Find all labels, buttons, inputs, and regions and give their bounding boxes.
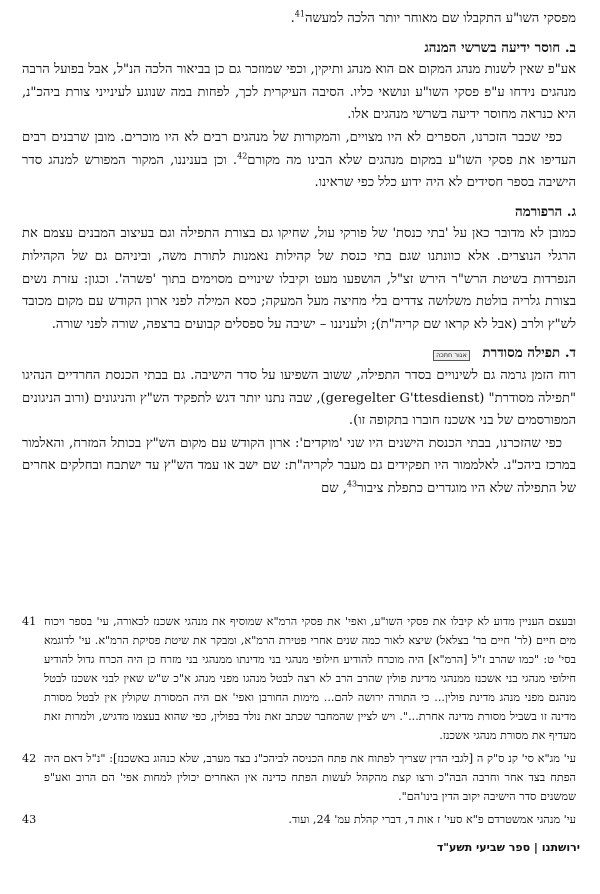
footnote-number: 41 — [22, 615, 37, 628]
section-d-heading — [22, 342, 576, 365]
footnote-41 — [22, 612, 576, 745]
footnote-ref-43[interactable]: 43 — [346, 479, 358, 489]
footnote-number: 42 — [22, 752, 37, 765]
footnotes — [22, 612, 576, 833]
footnote-43 — [22, 810, 576, 829]
footnote-text: ובעצם העניין מדוע לא קיבלו את פסקי השו"ע, ואפי' את פסקי הרמ"א שמוסיף את מנהגי אשכנז לכאורה, עי' בספר ויכוח מים חיים (לר' חיים בר' בצלאל) שיצא לאור כמה שנים אחרי פטירת הרמ"א, ומבקר את שיטת פסיקת הרמ"א. עי' לדוגמא בסי' ט: "כמו שהרב ז"ל [הרמ"א] היה מוכרח להודיע חילופי מנהגי בני מדינתו ממנהגי בני מזרח כן היה הכרח גדול להודיע חילופי מנהגי בני אשכנז ממנהגי מדינת פולין שהרב הרב לא רצה לבטל מנהגו מפני מנהג א"כ ש"ש שאין לבני אשכנז לבטל מנהגם מפני מנהג מדינת פולין... כי התורה ירושה להם... מימות החורבן ואפי' אם היה המסורת שקולין אין לבטל מסורת מדינה זו בשביל מסורת מדינה אחרת...". ויש לציין שהמחבר שכתב זאת נולד בפולין, כפי שהוא בעצמו מדגיש, ולמרות זאת מעדיף את מסורת מנהגי אשכנז. — [44, 615, 576, 742]
intro-line: מפסקי השו"ע התקבלו שם מאוחר יותר הלכה למעשה$^{41}$. — [290, 9, 576, 26]
footnote-ref-41[interactable]: 41 — [294, 9, 305, 19]
footnote-number: 43 — [22, 813, 37, 826]
section-g-heading — [22, 201, 576, 224]
page-footer: ירושתנו | ספר שביעי תשע"ד — [436, 841, 580, 854]
section-d-para-1: רוח הזמן גרמה גם לשינויים בסדר התפילה, ששוב השפיעו על סדר הישיבה. גם בבתי הכנסת החרדיים הנהיגו "תפילה מסודרת" (geregelter G'ttesdienst), שבה נתנו יותר דגש לתפקיד הש"ץ והניגונים (ורוב הניגונים המפורסמים של בני אשכנז חוברו בתקופה זו). — [22, 367, 576, 429]
main-text — [22, 8, 576, 500]
annotation-tag[interactable]: אגור חתכה — [433, 350, 470, 361]
section-b-heading — [22, 37, 576, 60]
section-g-title: ג. הרפורמה — [515, 203, 576, 220]
section-d-para-2: כפי שהזכרנו, בבתי הכנסת הישנים היו שני 'מוקדים': ארון הקודש עם מקום הש"ץ בכותל המזרח, והאלמור במרכז ביהכ"נ. לאלממור היו תפקידים גם מעבר לקריה"ת: שם ישב או עמד הש"ץ עד ישתבח ובחלקים אחרים של התפילה שלא היו מוגדרים כתפלת ציבור$^{43}$, שם — [22, 435, 576, 496]
section-b-para-1: אע"פ שאין לשנות מנהג המקום אם הוא מנהג ותיקין, וכפי שמוזכר גם כן בביאור הלכה הנ"ל, אבל בפועל הרבה מנהגים נידחו ע"פ פסקי השו"ע ונושאי כליו. הסיבה העיקרית לכך, לפחות במה שנוגע לעינייני צורת ביהכ"נ, היא כנראה מחוסר ידיעה בשרשי מנהגים אלו. — [22, 62, 576, 123]
section-d-title: ד. תפילה מסודרת אגור חתכה — [433, 342, 576, 365]
section-g-para-1: כמובן לא מדובר כאן על 'בתי כנסת' של פורקי עול, שחיקו גם בצורת התפילה וגם בעיצוב המבנים עצמם את הרגלי הנוצרים. אלא כוונתנו שגם בתי כנסת של קהילות נאמנות לתורת משה, וביניהם גם של הקהילות הנפרדות בשיטת הרש"ר הירש זצ"ל, הושפעו מעט וקיבלו שינויים מסוימים בתוך 'פשרה'. וכגון: עזרת נשים בצורת גלריה בולטת משלושה צדדים בלי מחיצה מעל המעקה; כסא המילה לפני ארון הקודש עם מקום מכובד לש"ץ ולרב (אבל לא קראו שם קריה"ת); ולעניננו – ישיבה על ספסלים קבועים ברצפה, שורה לפני שורה. — [22, 226, 576, 332]
footnote-text: עי' מנהגי אמשטרדם פ"א סעי' ז אות ד, דברי קהלת עמ' 24, ועוד. — [288, 813, 576, 826]
section-b-title: ב. חוסר ידיעה בשרשי המנהג — [424, 39, 576, 56]
footnote-text: עי' מג"א סי' קנ ס"ק ה [לגבי הדין שצריך לפתוח את פתח הכניסה לביהכ"נ בצד מערב, שלא כנהוג באשכנז]: "נ"ל דאם היה הפתח בצד אחר וחרבה הבה"כ ורצו קצת מהקהל לעשות הפתח כדינה אין האחרים יכולין למחות אפי' הם הרוב ואע"פ שמשנים סדר הישיבה יקוב הדין בינו'הם". — [44, 752, 576, 803]
footnote-42 — [22, 749, 576, 806]
section-b-para-2: כפי שכבר הזכרנו, הספרים לא היו מצויים, והמקורות של מנהגים רבים לא היו מוכרים. מובן שרבנים רבים העדיפו את פסקי השו"ע במקום מנהגים שלא הבינו מה מקורם$^{42}$. וכן בעניננו, המקור המפורש למנהג סדר הישיבה בספר חסידים לא היה ידוע כלל כפי שראינו. — [22, 129, 576, 191]
footnote-ref-42[interactable]: 42 — [237, 151, 248, 161]
